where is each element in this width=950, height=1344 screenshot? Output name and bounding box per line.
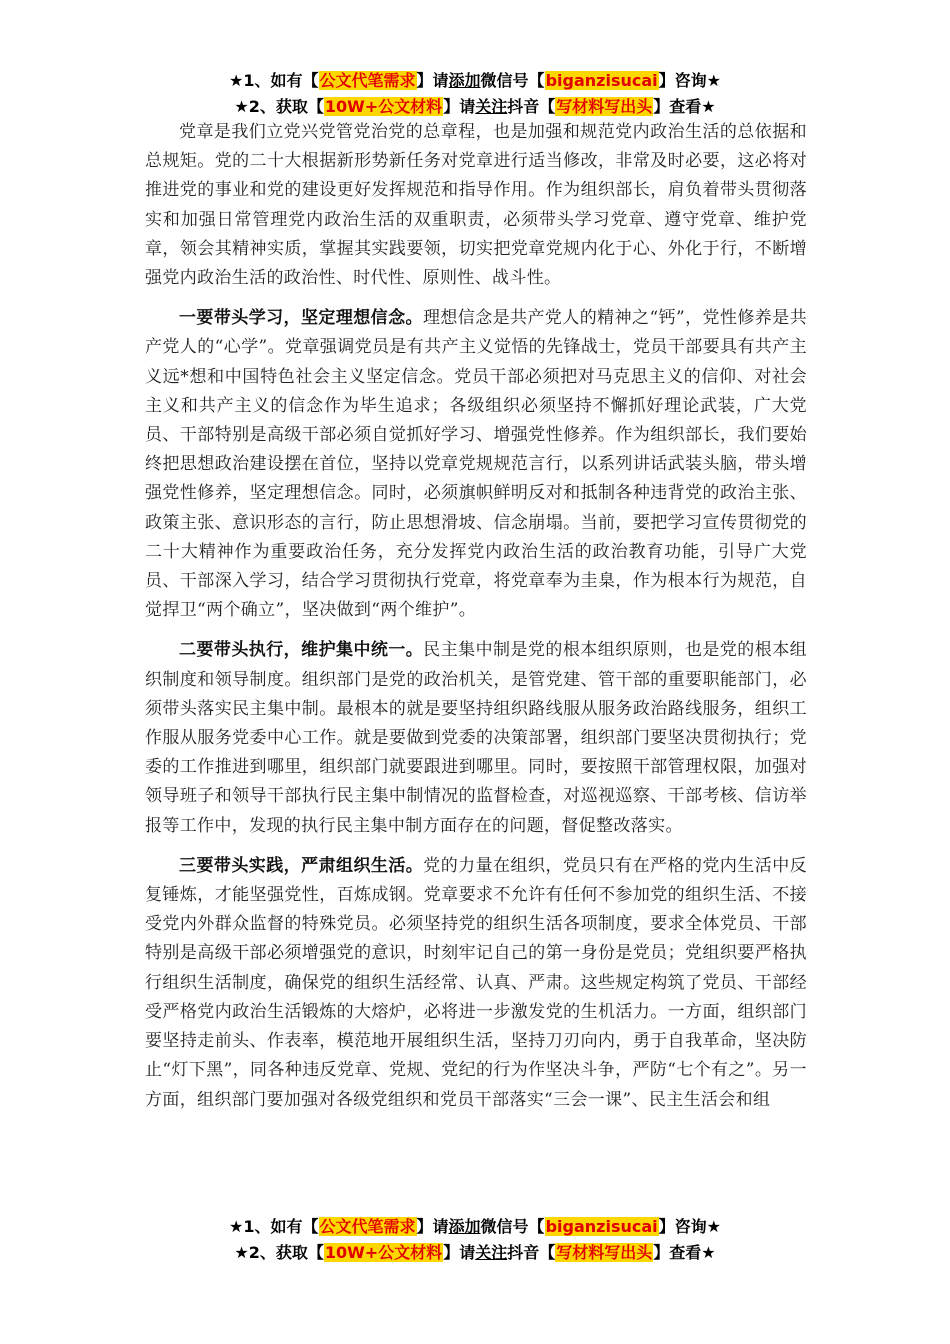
promo-text: 】请 xyxy=(443,97,476,116)
promo-underline-text: 添加 xyxy=(448,71,481,90)
star-icon: ★ xyxy=(234,1243,249,1262)
promo-text: 1、如有【 xyxy=(243,71,319,90)
section-paragraph-practice xyxy=(145,852,807,1115)
promo-highlight: 10W+公文材料 xyxy=(324,1243,443,1262)
footer-promo-banner xyxy=(0,1214,950,1266)
promo-text: 1、如有【 xyxy=(243,1217,319,1236)
promo-text: 】咨询★ xyxy=(658,71,721,90)
promo-text: 抖音【 xyxy=(507,1243,556,1262)
douyin-account-highlight: 写材料写出头 xyxy=(556,97,653,116)
promo-text: 】查看★ xyxy=(653,97,716,116)
promo-line-materials xyxy=(0,94,950,120)
promo-highlight: 公文代笔需求 xyxy=(319,1217,416,1236)
promo-text: 】查看★ xyxy=(653,1243,716,1262)
paragraph-text: 理想信念是共产党人的精神之“钙”，党性修养是共产党人的“心学”。党章强调党员是有共产主义觉悟的先锋战士，党员干部要具有共产主义远*想和中国特色社会主义坚定信念。党员干部必须把对马克思主义的信仰、对社会主义和共产主义的信念作为毕生追求；各级组织必须坚持不懈抓好理论武装，广大党员、干部特别是高级干部必须自觉抓好学习、增强党性修养。作为组织部长，我们要始终把思想政治建设摆在首位，坚持以党章党规规范言行，以系列讲话武装头脑，带头增强党性修养，坚定理想信念。同时，必须旗帜鲜明反对和抵制各种违背党的政治主张、政策主张、意识形态的言行，防止思想滑坡、信念崩塌。当前，要把学习宣传贯彻党的二十大精神作为重要政治任务，充分发挥党内政治生活的政治教育功能，引导广大党员、干部深入学习，结合学习贯彻执行党章，将党章奉为圭臬，作为根本行为规范，自觉捍卫“两个确立”，坚决做到“两个维护”。 xyxy=(145,308,807,621)
promo-line-service xyxy=(0,68,950,94)
promo-text: 微信号【 xyxy=(480,1217,545,1236)
promo-text: 】请 xyxy=(443,1243,476,1262)
promo-underline-text: 添加 xyxy=(448,1217,481,1236)
star-icon: ★ xyxy=(234,97,249,116)
wechat-id-highlight: biganzisucai xyxy=(545,1217,658,1236)
promo-underline-text: 关注 xyxy=(475,1243,508,1262)
section-paragraph-execute xyxy=(145,636,807,840)
paragraph-text: 民主集中制是党的根本组织原则，也是党的根本组织制度和领导制度。组织部门是党的政治机关，是管党建、管干部的重要职能部门，必须带头落实民主集中制。最根本的就是要坚持组织路线服从服务政治路线服务，组织工作服从服务党委中心工作。就是要做到党委的决策部署，组织部门要坚决贯彻执行；党委的工作推进到哪里，组织部门就要跟进到哪里。同时，要按照干部管理权限，加强对领导班子和领导干部执行民主集中制情况的监督检查，对巡视巡察、干部考核、信访举报等工作中，发现的执行民主集中制方面存在的问题，督促整改落实。 xyxy=(145,640,807,836)
promo-text: 】咨询★ xyxy=(658,1217,721,1236)
promo-text: 2、获取【 xyxy=(248,1243,324,1262)
star-icon: ★ xyxy=(229,1217,244,1236)
promo-line-service xyxy=(0,1214,950,1240)
section-heading: 三要带头实践，严肃组织生活。 xyxy=(179,855,424,876)
promo-highlight: 公文代笔需求 xyxy=(319,71,416,90)
wechat-id-highlight: biganzisucai xyxy=(545,71,658,90)
section-heading: 二要带头执行，维护集中统一。 xyxy=(179,640,424,661)
promo-text: 】请 xyxy=(416,71,449,90)
intro-paragraph xyxy=(145,118,807,293)
douyin-account-highlight: 写材料写出头 xyxy=(556,1243,653,1262)
paragraph-text: 党章是我们立党兴党管党治党的总章程，也是加强和规范党内政治生活的总依据和总规矩。党的二十大根据新形势新任务对党章进行适当修改，非常及时必要，这必将对推进党的事业和党的建设更好发挥规范和指导作用。作为组织部长，肩负着带头贯彻落实和加强日常管理党内政治生活的双重职责，必须带头学习党章、遵守党章、维护党章，领会其精神实质，掌握其实践要领，切实把党章党规内化于心、外化于行，不断增强党内政治生活的政治性、时代性、原则性、战斗性。 xyxy=(145,122,807,289)
document-body xyxy=(145,118,807,1126)
promo-line-materials xyxy=(0,1240,950,1266)
promo-highlight: 10W+公文材料 xyxy=(324,97,443,116)
star-icon: ★ xyxy=(229,71,244,90)
promo-text: 抖音【 xyxy=(507,97,556,116)
promo-text: 2、获取【 xyxy=(248,97,324,116)
paragraph-text: 党的力量在组织，党员只有在严格的党内生活中反复锤炼，才能坚强党性，百炼成钢。党章要求不允许有任何不参加党的组织生活、不接受党内外群众监督的特殊党员。必须坚持党的组织生活各项制度，要求全体党员、干部特别是高级干部必须增强党的意识，时刻牢记自己的第一身份是党员；党组织要严格执行组织生活制度，确保党的组织生活经常、认真、严肃。这些规定构筑了党员、干部经受严格党内政治生活锻炼的大熔炉，必将进一步激发党的生机活力。一方面，组织部门要坚持走前头、作表率，模范地开展组织生活，坚持刀刃向内，勇于自我革命，坚决防止“灯下黑”，同各种违反党章、党规、党纪的行为作坚决斗争，严防“七个有之”。另一方面，组织部门要加强对各级党组织和党员干部落实“三会一课”、民主生活会和组 xyxy=(145,855,807,1110)
promo-underline-text: 关注 xyxy=(475,97,508,116)
promo-text: 】请 xyxy=(416,1217,449,1236)
section-heading: 一要带头学习，坚定理想信念。 xyxy=(179,308,423,329)
promo-text: 微信号【 xyxy=(480,71,545,90)
section-paragraph-study xyxy=(145,304,807,625)
header-promo-banner xyxy=(0,68,950,120)
